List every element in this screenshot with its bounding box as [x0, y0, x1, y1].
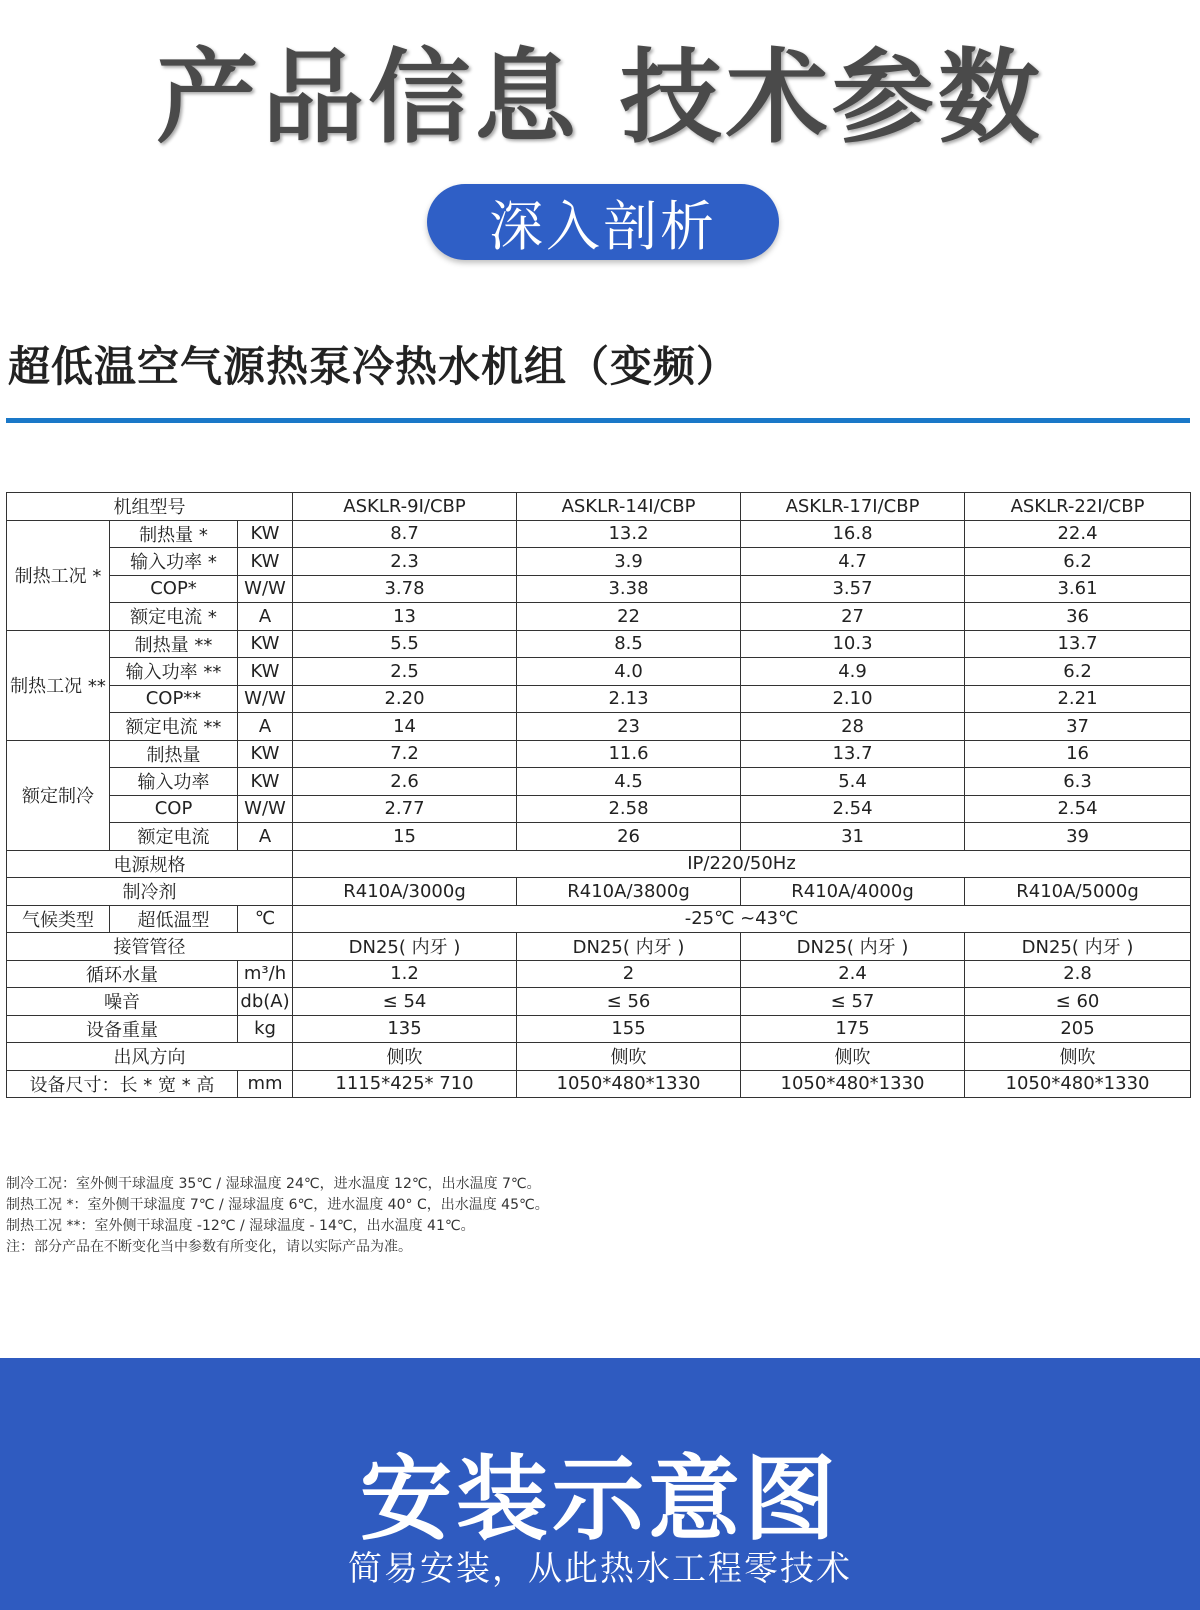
unit-cell: KW [238, 658, 293, 686]
value-cell: 5.5 [293, 630, 517, 658]
param-cell: 出风方向 [7, 1043, 293, 1071]
model-header-cell: ASKLR-17I/CBP [741, 493, 965, 521]
value-cell: 22.4 [965, 520, 1191, 548]
value-cell: R410A/4000g [741, 878, 965, 906]
table-row [7, 1015, 1191, 1043]
value-cell: DN25( 内牙 ) [965, 933, 1191, 961]
value-cell: 2.4 [741, 960, 965, 988]
value-cell: DN25( 内牙 ) [741, 933, 965, 961]
table-row [7, 575, 1191, 603]
install-title: 安装示意图 [359, 1446, 840, 1553]
value-cell: -25℃ ~43℃ [293, 905, 1191, 933]
value-cell: 2.54 [741, 795, 965, 823]
value-cell: 1050*480*1330 [965, 1070, 1191, 1098]
param-cell: 循环水量 [7, 960, 238, 988]
footnote-line: 制热工况 *：室外侧干球温度 7℃ / 湿球温度 6℃，进水温度 40° C，出水温度 45℃。 [6, 1197, 549, 1213]
value-cell: 26 [517, 823, 741, 851]
param-cell: 额定电流 ** [110, 713, 238, 741]
value-cell: 36 [965, 603, 1191, 631]
value-cell: 2.6 [293, 768, 517, 796]
value-cell: 8.7 [293, 520, 517, 548]
param-cell: COP* [110, 575, 238, 603]
section-pill-label: 深入剖析 [489, 194, 717, 258]
unit-cell: KW [238, 740, 293, 768]
group-label-cell: 制热工况 * [7, 520, 110, 630]
footnote-line: 制热工况 **：室外侧干球温度 -12℃ / 湿球温度 - 14℃，出水温度 41℃。 [6, 1218, 475, 1234]
param-cell: 制热量 ** [110, 630, 238, 658]
value-cell: 205 [965, 1015, 1191, 1043]
table-row [7, 905, 1191, 933]
value-cell: IP/220/50Hz [293, 850, 1191, 878]
table-row [7, 1070, 1191, 1098]
value-cell: 2.20 [293, 685, 517, 713]
param-cell: 额定电流 * [110, 603, 238, 631]
model-header-cell: ASKLR-14I/CBP [517, 493, 741, 521]
footnotes [6, 1174, 549, 1258]
table-row [7, 548, 1191, 576]
value-cell: 4.7 [741, 548, 965, 576]
value-cell: 10.3 [741, 630, 965, 658]
param-cell: 设备尺寸：长 * 宽 * 高 [7, 1070, 238, 1098]
value-cell: 侧吹 [965, 1043, 1191, 1071]
table-row [7, 933, 1191, 961]
value-cell: R410A/3000g [293, 878, 517, 906]
unit-cell: db(A) [238, 988, 293, 1016]
footnote-line: 注：部分产品在不断变化当中参数有所变化，请以实际产品为准。 [6, 1239, 412, 1255]
param-cell: 制热量 * [110, 520, 238, 548]
unit-cell: A [238, 823, 293, 851]
value-cell: 3.78 [293, 575, 517, 603]
section-pill-badge [427, 184, 779, 260]
value-cell: 侧吹 [517, 1043, 741, 1071]
value-cell: 2.5 [293, 658, 517, 686]
table-row [7, 878, 1191, 906]
table-row [7, 713, 1191, 741]
table-row [7, 685, 1191, 713]
table-row [7, 630, 1191, 658]
table-row [7, 658, 1191, 686]
value-cell: 14 [293, 713, 517, 741]
value-cell: 23 [517, 713, 741, 741]
value-cell: 6.3 [965, 768, 1191, 796]
page-title: 产品信息 技术参数 [156, 39, 1044, 158]
value-cell: 2.58 [517, 795, 741, 823]
value-cell: 1050*480*1330 [741, 1070, 965, 1098]
param-cell: COP [110, 795, 238, 823]
value-cell: 3.61 [965, 575, 1191, 603]
value-cell: DN25( 内牙 ) [293, 933, 517, 961]
unit-cell: KW [238, 630, 293, 658]
param-cell: 输入功率 * [110, 548, 238, 576]
table-row [7, 493, 1191, 521]
value-cell: 27 [741, 603, 965, 631]
value-cell: 11.6 [517, 740, 741, 768]
value-cell: 6.2 [965, 548, 1191, 576]
param-cell: 额定电流 [110, 823, 238, 851]
product-title: 超低温空气源热泵冷热水机组（变频） [8, 342, 740, 391]
value-cell: 13.2 [517, 520, 741, 548]
model-header-cell: ASKLR-9I/CBP [293, 493, 517, 521]
value-cell: R410A/3800g [517, 878, 741, 906]
unit-cell: mm [238, 1070, 293, 1098]
unit-cell: W/W [238, 795, 293, 823]
value-cell: 4.5 [517, 768, 741, 796]
param-cell: 气候类型 [7, 905, 110, 933]
value-cell: ≤ 60 [965, 988, 1191, 1016]
value-cell: 1115*425* 710 [293, 1070, 517, 1098]
value-cell: 2.10 [741, 685, 965, 713]
value-cell: 2 [517, 960, 741, 988]
value-cell: 39 [965, 823, 1191, 851]
value-cell: 155 [517, 1015, 741, 1043]
value-cell: 7.2 [293, 740, 517, 768]
table-row [7, 740, 1191, 768]
value-cell: 31 [741, 823, 965, 851]
table-row [7, 1043, 1191, 1071]
section-divider [6, 418, 1190, 423]
spec-table [6, 492, 1191, 1098]
table-row [7, 603, 1191, 631]
param-cell: 输入功率 ** [110, 658, 238, 686]
value-cell: 1.2 [293, 960, 517, 988]
unit-cell: KW [238, 548, 293, 576]
value-cell: 13.7 [965, 630, 1191, 658]
group-label-cell: 额定制冷 [7, 740, 110, 850]
value-cell: 135 [293, 1015, 517, 1043]
value-cell: 8.5 [517, 630, 741, 658]
value-cell: 2.54 [965, 795, 1191, 823]
value-cell: 16 [965, 740, 1191, 768]
value-cell: 175 [741, 1015, 965, 1043]
param-cell: 超低温型 [110, 905, 238, 933]
value-cell: ≤ 57 [741, 988, 965, 1016]
value-cell: 侧吹 [293, 1043, 517, 1071]
value-cell: 13.7 [741, 740, 965, 768]
param-cell: 制热量 [110, 740, 238, 768]
value-cell: 16.8 [741, 520, 965, 548]
value-cell: 3.9 [517, 548, 741, 576]
value-cell: 2.3 [293, 548, 517, 576]
value-cell: ≤ 56 [517, 988, 741, 1016]
value-cell: 6.2 [965, 658, 1191, 686]
value-cell: 2.21 [965, 685, 1191, 713]
value-cell: R410A/5000g [965, 878, 1191, 906]
value-cell: DN25( 内牙 ) [517, 933, 741, 961]
value-cell: 3.57 [741, 575, 965, 603]
value-cell: 28 [741, 713, 965, 741]
install-subtitle: 简易安装，从此热水工程零技术 [348, 1549, 852, 1589]
install-banner [0, 1358, 1200, 1610]
value-cell: 2.77 [293, 795, 517, 823]
value-cell: 4.9 [741, 658, 965, 686]
param-cell: 电源规格 [7, 850, 293, 878]
group-label-cell: 制热工况 ** [7, 630, 110, 740]
table-row [7, 960, 1191, 988]
param-cell: COP** [110, 685, 238, 713]
unit-cell: W/W [238, 575, 293, 603]
value-cell: 37 [965, 713, 1191, 741]
table-row [7, 768, 1191, 796]
param-cell: 输入功率 [110, 768, 238, 796]
value-cell: 3.38 [517, 575, 741, 603]
unit-cell: A [238, 713, 293, 741]
value-cell: 2.8 [965, 960, 1191, 988]
value-cell: 13 [293, 603, 517, 631]
value-cell: 15 [293, 823, 517, 851]
param-cell: 制冷剂 [7, 878, 293, 906]
unit-cell: KW [238, 520, 293, 548]
table-row [7, 795, 1191, 823]
param-cell: 接管管径 [7, 933, 293, 961]
footnote-line: 制冷工况：室外侧干球温度 35℃ / 湿球温度 24℃，进水温度 12℃，出水温度 7℃。 [6, 1176, 541, 1192]
table-row [7, 520, 1191, 548]
param-cell: 设备重量 [7, 1015, 238, 1043]
unit-cell: ℃ [238, 905, 293, 933]
model-header-cell: ASKLR-22I/CBP [965, 493, 1191, 521]
unit-cell: kg [238, 1015, 293, 1043]
table-row [7, 850, 1191, 878]
unit-cell: m³/h [238, 960, 293, 988]
value-cell: 侧吹 [741, 1043, 965, 1071]
unit-cell: A [238, 603, 293, 631]
value-cell: ≤ 54 [293, 988, 517, 1016]
value-cell: 5.4 [741, 768, 965, 796]
table-row [7, 823, 1191, 851]
unit-cell: W/W [238, 685, 293, 713]
table-row [7, 988, 1191, 1016]
value-cell: 4.0 [517, 658, 741, 686]
unit-cell: KW [238, 768, 293, 796]
param-cell: 噪音 [7, 988, 238, 1016]
model-label-cell: 机组型号 [7, 493, 293, 521]
value-cell: 2.13 [517, 685, 741, 713]
value-cell: 22 [517, 603, 741, 631]
value-cell: 1050*480*1330 [517, 1070, 741, 1098]
